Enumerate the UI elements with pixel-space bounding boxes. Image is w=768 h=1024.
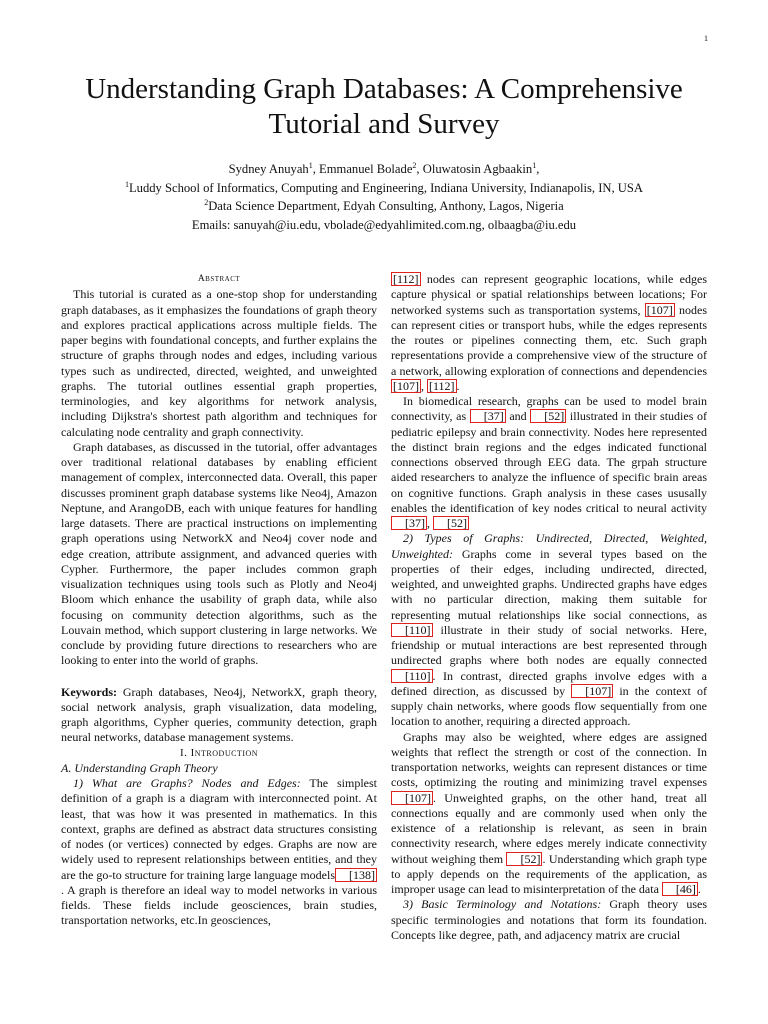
intro-paragraph-3: 2) Types of Graphs: Undirected, Directed, Weighted, Unweighted: Graphs come in several types based on the properties of their edges, including undirected, directed, weighted, and unweighted graphs. Undirected graphs have edges with no particular direction, making them suitable for representing mutual relationships like social connections, as [110] illustrate in their study of social networks. Here, friendship or mutual interactions are best represented through undirected graphs where both nodes are equally connected [110] . In contrast, directed graphs involve edges with a defined direction, as discussed by [107] in the context of supply chain networks, where goods flow sequentially from one location to another, requiring a directed approach. [391, 531, 708, 729]
citation-link[interactable]: [112] [429, 378, 455, 393]
keywords-label: Keywords: [61, 684, 117, 699]
page-number: 1 [704, 34, 708, 43]
keywords [61, 685, 377, 746]
title-line-1: Understanding Graph Databases: A Comprehensive [85, 73, 683, 105]
title-line-2: Tutorial and Survey [268, 108, 500, 140]
abstract-heading: Abstract [197, 274, 241, 284]
right-column [391, 272, 707, 943]
abstract-paragraph-1: This tutorial is curated as a one-stop shop for understanding graph databases, as it emphasizes the foundations of graph theory and explores practical applications across multiple fields. The paper begins with foundational concepts, and further explains the structure of graphs through nodes and edges, including various types such as undirected, directed, weighted, and unweighted graphs. The tutorial outlines essential graph properties, terminologies, and key algorithms for network analysis, including Dijkstra's shortest path algorithm and techniques for calculating node centrality and graph connectivity. [61, 287, 377, 439]
citation-link[interactable]: [110] [391, 623, 433, 637]
affiliation-mark: 1 [532, 161, 537, 170]
citation-link[interactable]: [110] [391, 669, 433, 683]
paragraph-heading: 2) Types of Graphs: Undirected, Directed, Weighted, Unweighted: [391, 531, 707, 561]
citation-link[interactable]: [52] [530, 409, 566, 423]
author-name: Sydney Anuyah [228, 162, 309, 176]
author-names: Sydney Anuyah$^1$, Emmanuel Bolade$^2$, Oluwatosin Agbaakin$^1$, [228, 161, 540, 176]
author-name: Oluwatosin Agbaakin [422, 162, 533, 176]
citation-link[interactable]: [37] [391, 516, 427, 530]
citation-link[interactable]: [37] [470, 409, 506, 423]
intro-paragraph-1-continued: [112] nodes can represent geographic locations, while edges capture physical or spatial relationships between locations; For networked systems such as transportation systems, [107] nodes can represent cities or transport hubs, while the edges represents the routes or pipelines connecting them, etc. Such graph representations provide a comprehensive view of the structure of a network, allowing exploration of connections and dependencies [107] , [112] . [391, 272, 707, 393]
citation-link[interactable]: [46] [662, 882, 698, 896]
intro-paragraph-5: 3) Basic Terminology and Notations: Graph theory uses specific terminologies and notations that form its foundation. Concepts like degree, path, and adjacency matrix are crucial [391, 897, 707, 942]
author-name: Emmanuel Bolade [319, 162, 413, 176]
affiliation-mark: 2 [412, 161, 417, 170]
citation-link[interactable]: [107] [571, 684, 613, 698]
section-heading-introduction: I. Introduction [179, 746, 259, 759]
intro-paragraph-1: 1) What are Graphs? Nodes and Edges: The simplest definition of a graph is a diagram with interconnected point. At least, that was how it was presented in mathematics. In this context, graphs are defined as abstract data structures consisting of nodes (or vertices) connected by edges. Graphs are now are widely used to represent relationships between entities, and they are the go-to structure for training large language models [138]. A graph is therefore an ideal way to model networks in various fields. These fields include geosciences, brain studies, transportation networks, etc.In geosciences, [61, 776, 377, 928]
citation-link[interactable]: [52] [433, 516, 469, 530]
subsection-heading: A. Understanding Graph Theory [61, 760, 218, 775]
intro-paragraph-2: In biomedical research, graphs can be used to model brain connectivity, as [37] and [52] illustrated in their studies of pediatric epilepsy and brain connectivity. Nodes here represented the distinct brain regions and the edges indicated functional connections observed through EEG data. The grpah structure aided researchers to analyze the influence of specific brain areas on cognitive functions. Graph analysis in these cases ususally enables the identification of key nodes critical to neural activity [37] , [52] [391, 394, 707, 530]
paragraph-heading: 1) What are Graphs? Nodes and Edges: [73, 776, 301, 790]
left-column [61, 272, 377, 929]
citation-link[interactable]: [138] [335, 868, 377, 882]
abstract-paragraph-2: Graph databases, as discussed in the tutorial, offer advantages over traditional relational databases by enabling efficient management of complex, interconnected data. Overall, this paper discusses prominent graph database systems like Neo4j, Amazon Neptune, and ArangoDB, each with unique features for handling large datasets. There are practical instructions on implementing graph operations using NetworkX and Neo4j cover node and edge creation, attribute assignment, and advanced queries with Cypher. Furthermore, the paper includes common graph visualization techniques using tools such as Plotly and Neo4j Bloom which enhance the usability of graph data, while also focusing on community detection algorithms, such as the Louvain method, which support clustering in large networks. We conclude by providing future directions to researchers who are looking to enter into the world of graphs. [61, 439, 377, 668]
affiliation-1: $^1$Luddy School of Informatics, Computing and Engineering, Indiana University, Indianapolis, IN, USA [124, 179, 644, 195]
citation-link[interactable]: [107] [393, 378, 419, 393]
citation-link[interactable]: [52] [506, 852, 542, 866]
citation-link[interactable]: [107] [391, 791, 433, 805]
citation-link[interactable]: [107] [646, 302, 673, 317]
citation-link[interactable]: [112] [393, 272, 419, 286]
intro-paragraph-4: Graphs may also be weighted, where edges are assigned weights that reflect the strength or cost of the connection. In transportation networks, weights can represent distances or time costs, optimizing the routing and minimizing travel expenses [107] . Unweighted graphs, on the other hand, treat all connections equally and are commonly used when only the existence of a relationship is relevant, as seen in brain connectivity research, where edges merely indicate connectivity without weighing them [52] . Understanding which graph type to apply depends on the requirements of the application, as improper usage can lead to misinterpretation of the data [46] . [391, 729, 707, 896]
keywords-text: Graph databases, Neo4j, NetworkX, graph theory, social network analysis, graph visualization, data modeling, graph algorithms, Cypher queries, community detection, graph neural networks, database management systems. [61, 684, 377, 745]
author-emails: Emails: sanuyah@iu.edu, vbolade@edyahlimited.com.ng, olbaagba@iu.edu [191, 217, 577, 232]
paper-title [40, 72, 728, 142]
author-block [40, 160, 728, 234]
affiliation-2: $^2$Data Science Department, Edyah Consulting, Anthony, Lagos, Nigeria [204, 198, 564, 213]
paragraph-heading: 3) Basic Terminology and Notations: [403, 897, 602, 912]
affiliation-mark: 1 [308, 161, 313, 170]
